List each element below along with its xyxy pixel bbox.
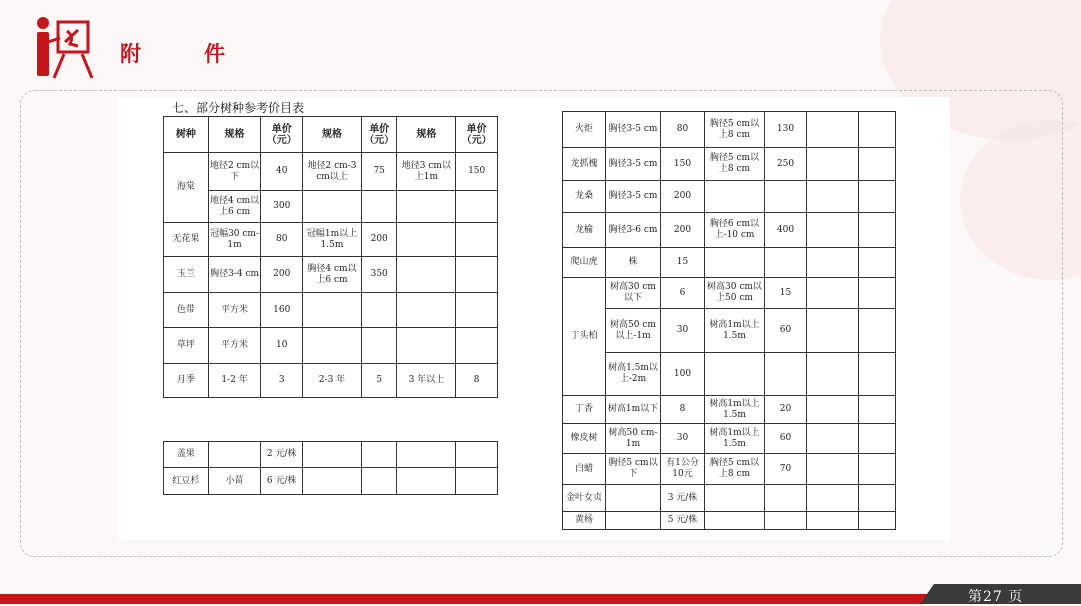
table-row	[563, 396, 896, 424]
price-cell: 40	[261, 153, 303, 191]
price-cell: 75	[361, 153, 397, 191]
table-row	[164, 364, 498, 398]
price-cell: 2 元/株	[261, 442, 303, 468]
table-row	[563, 454, 896, 485]
price-cell: 15	[765, 278, 807, 309]
species-cell: 玉兰	[164, 257, 209, 293]
species-cell: 火炬	[563, 112, 606, 148]
spec-cell: 树高1m以上1.5m	[705, 396, 765, 424]
species-cell: 爬山虎	[563, 248, 606, 278]
price-cell: 250	[765, 148, 807, 181]
table-header-row	[164, 117, 498, 153]
price-cell: 150	[456, 153, 498, 191]
species-cell: 橡皮树	[563, 424, 606, 454]
column-header: 单价（元）	[261, 117, 303, 153]
table-row	[164, 328, 498, 364]
column-header: 单价（元）	[361, 117, 397, 153]
species-cell: 盖果	[164, 442, 209, 468]
price-cell: 8	[456, 364, 498, 398]
price-cell: 5	[361, 364, 397, 398]
species-cell: 海棠	[164, 153, 209, 223]
document-title: 七、部分树种参考价目表	[172, 101, 305, 115]
species-cell: 草坪	[164, 328, 209, 364]
spec-cell: 树高30 cm以下	[606, 278, 661, 309]
price-cell: 350	[361, 257, 397, 293]
price-cell: 60	[765, 424, 807, 454]
price-cell: 130	[765, 112, 807, 148]
table-row	[563, 278, 896, 309]
column-header: 规格	[397, 117, 456, 153]
price-cell: 160	[261, 293, 303, 328]
spec-cell: 平方米	[208, 293, 261, 328]
table-row	[164, 468, 498, 495]
spec-cell: 胸径5 cm以下	[606, 454, 661, 485]
price-cell: 400	[765, 213, 807, 248]
table-row	[563, 213, 896, 248]
species-cell: 龙榆	[563, 213, 606, 248]
price-table-right	[562, 111, 896, 530]
price-cell: 30	[661, 309, 705, 353]
page-number: 第27 页	[968, 589, 1024, 605]
spec-cell: 胸径3-5 cm	[606, 112, 661, 148]
footer-bar	[0, 594, 1081, 604]
species-cell: 红豆杉	[164, 468, 209, 495]
spec-cell: 树高50 cm以上-1m	[606, 309, 661, 353]
spec-cell: 1-2 年	[208, 364, 261, 398]
table-row	[563, 309, 896, 353]
price-table-bottom	[163, 441, 498, 495]
price-cell: 100	[661, 353, 705, 396]
spec-cell: 胸径3-5 cm	[606, 181, 661, 213]
price-cell: 300	[261, 191, 303, 223]
price-cell: 20	[765, 396, 807, 424]
spec-cell: 地径4 cm以上6 cm	[208, 191, 261, 223]
table-row	[164, 153, 498, 191]
spec-cell: 冠幅1m以上1.5m	[303, 223, 362, 257]
species-cell: 龙抓槐	[563, 148, 606, 181]
spec-cell: 胸径3-4 cm	[208, 257, 261, 293]
table-row	[563, 424, 896, 454]
spec-cell: 胸径3-6 cm	[606, 213, 661, 248]
spec-cell: 树高1.5m以上-2m	[606, 353, 661, 396]
price-cell: 60	[765, 309, 807, 353]
table-row	[563, 512, 896, 530]
spec-cell: 地径3 cm以上1m	[397, 153, 456, 191]
price-cell: 3 元/株	[661, 485, 705, 512]
spec-cell: 胸径5 cm以上8 cm	[705, 454, 765, 485]
spec-cell: 胸径6 cm以上-10 cm	[705, 213, 765, 248]
spec-cell: 树高1m以下	[606, 396, 661, 424]
price-cell: 150	[661, 148, 705, 181]
spec-cell: 平方米	[208, 328, 261, 364]
price-cell: 8	[661, 396, 705, 424]
species-cell: 丁头柏	[563, 278, 606, 396]
price-cell: 80	[261, 223, 303, 257]
price-cell: 3	[261, 364, 303, 398]
column-header: 树种	[164, 117, 209, 153]
spec-cell	[606, 512, 661, 530]
species-cell: 色带	[164, 293, 209, 328]
header	[0, 0, 1081, 80]
column-header: 规格	[208, 117, 261, 153]
price-cell: 200	[361, 223, 397, 257]
spec-cell: 胸径5 cm以上8 cm	[705, 148, 765, 181]
spec-cell: 2-3 年	[303, 364, 362, 398]
spec-cell: 树高50 cm-1m	[606, 424, 661, 454]
table-row	[164, 257, 498, 293]
table-row	[563, 148, 896, 181]
spec-cell: 地径2 cm-3 cm以上	[303, 153, 362, 191]
price-cell: 15	[661, 248, 705, 278]
party-teacher-logo-icon	[34, 14, 106, 84]
column-header: 规格	[303, 117, 362, 153]
spec-cell: 3 年以上	[397, 364, 456, 398]
table-row	[563, 181, 896, 213]
spec-cell: 冠幅30 cm-1m	[208, 223, 261, 257]
spec-cell	[208, 442, 261, 468]
table-row	[563, 485, 896, 512]
price-cell: 10	[261, 328, 303, 364]
spec-cell: 胸径5 cm以上8 cm	[705, 112, 765, 148]
spec-cell: 树高1m以上1.5m	[705, 424, 765, 454]
header-title: 附	[120, 42, 141, 66]
species-cell: 无花果	[164, 223, 209, 257]
price-cell: 80	[661, 112, 705, 148]
species-cell: 白蜡	[563, 454, 606, 485]
price-cell: 6	[661, 278, 705, 309]
spec-cell: 地径2 cm以下	[208, 153, 261, 191]
table-row	[563, 353, 896, 396]
spec-cell: 小苗	[208, 468, 261, 495]
spec-cell: 树高30 cm以上50 cm	[705, 278, 765, 309]
price-cell: 200	[261, 257, 303, 293]
spec-cell: 株	[606, 248, 661, 278]
price-cell: 5 元/株	[661, 512, 705, 530]
table-row	[563, 248, 896, 278]
price-table-left	[163, 116, 498, 398]
table-row	[164, 223, 498, 257]
table-row	[164, 191, 498, 223]
species-cell: 龙桑	[563, 181, 606, 213]
price-cell: 200	[661, 181, 705, 213]
table-row	[563, 112, 896, 148]
spec-cell	[606, 485, 661, 512]
spec-cell: 树高1m以上1.5m	[705, 309, 765, 353]
species-cell: 丁香	[563, 396, 606, 424]
price-cell: 30	[661, 424, 705, 454]
price-cell: 200	[661, 213, 705, 248]
spec-cell: 胸径3-5 cm	[606, 148, 661, 181]
species-cell: 金叶女贞	[563, 485, 606, 512]
spec-cell: 胸径4 cm以上6 cm	[303, 257, 362, 293]
price-cell: 70	[765, 454, 807, 485]
table-row	[164, 442, 498, 468]
table-row	[164, 293, 498, 328]
header-title: 件	[204, 42, 225, 66]
species-cell: 月季	[164, 364, 209, 398]
price-cell: 6 元/株	[261, 468, 303, 495]
species-cell: 黄杨	[563, 512, 606, 530]
column-header: 单价（元）	[456, 117, 498, 153]
price-cell: 有1公分10元	[661, 454, 705, 485]
